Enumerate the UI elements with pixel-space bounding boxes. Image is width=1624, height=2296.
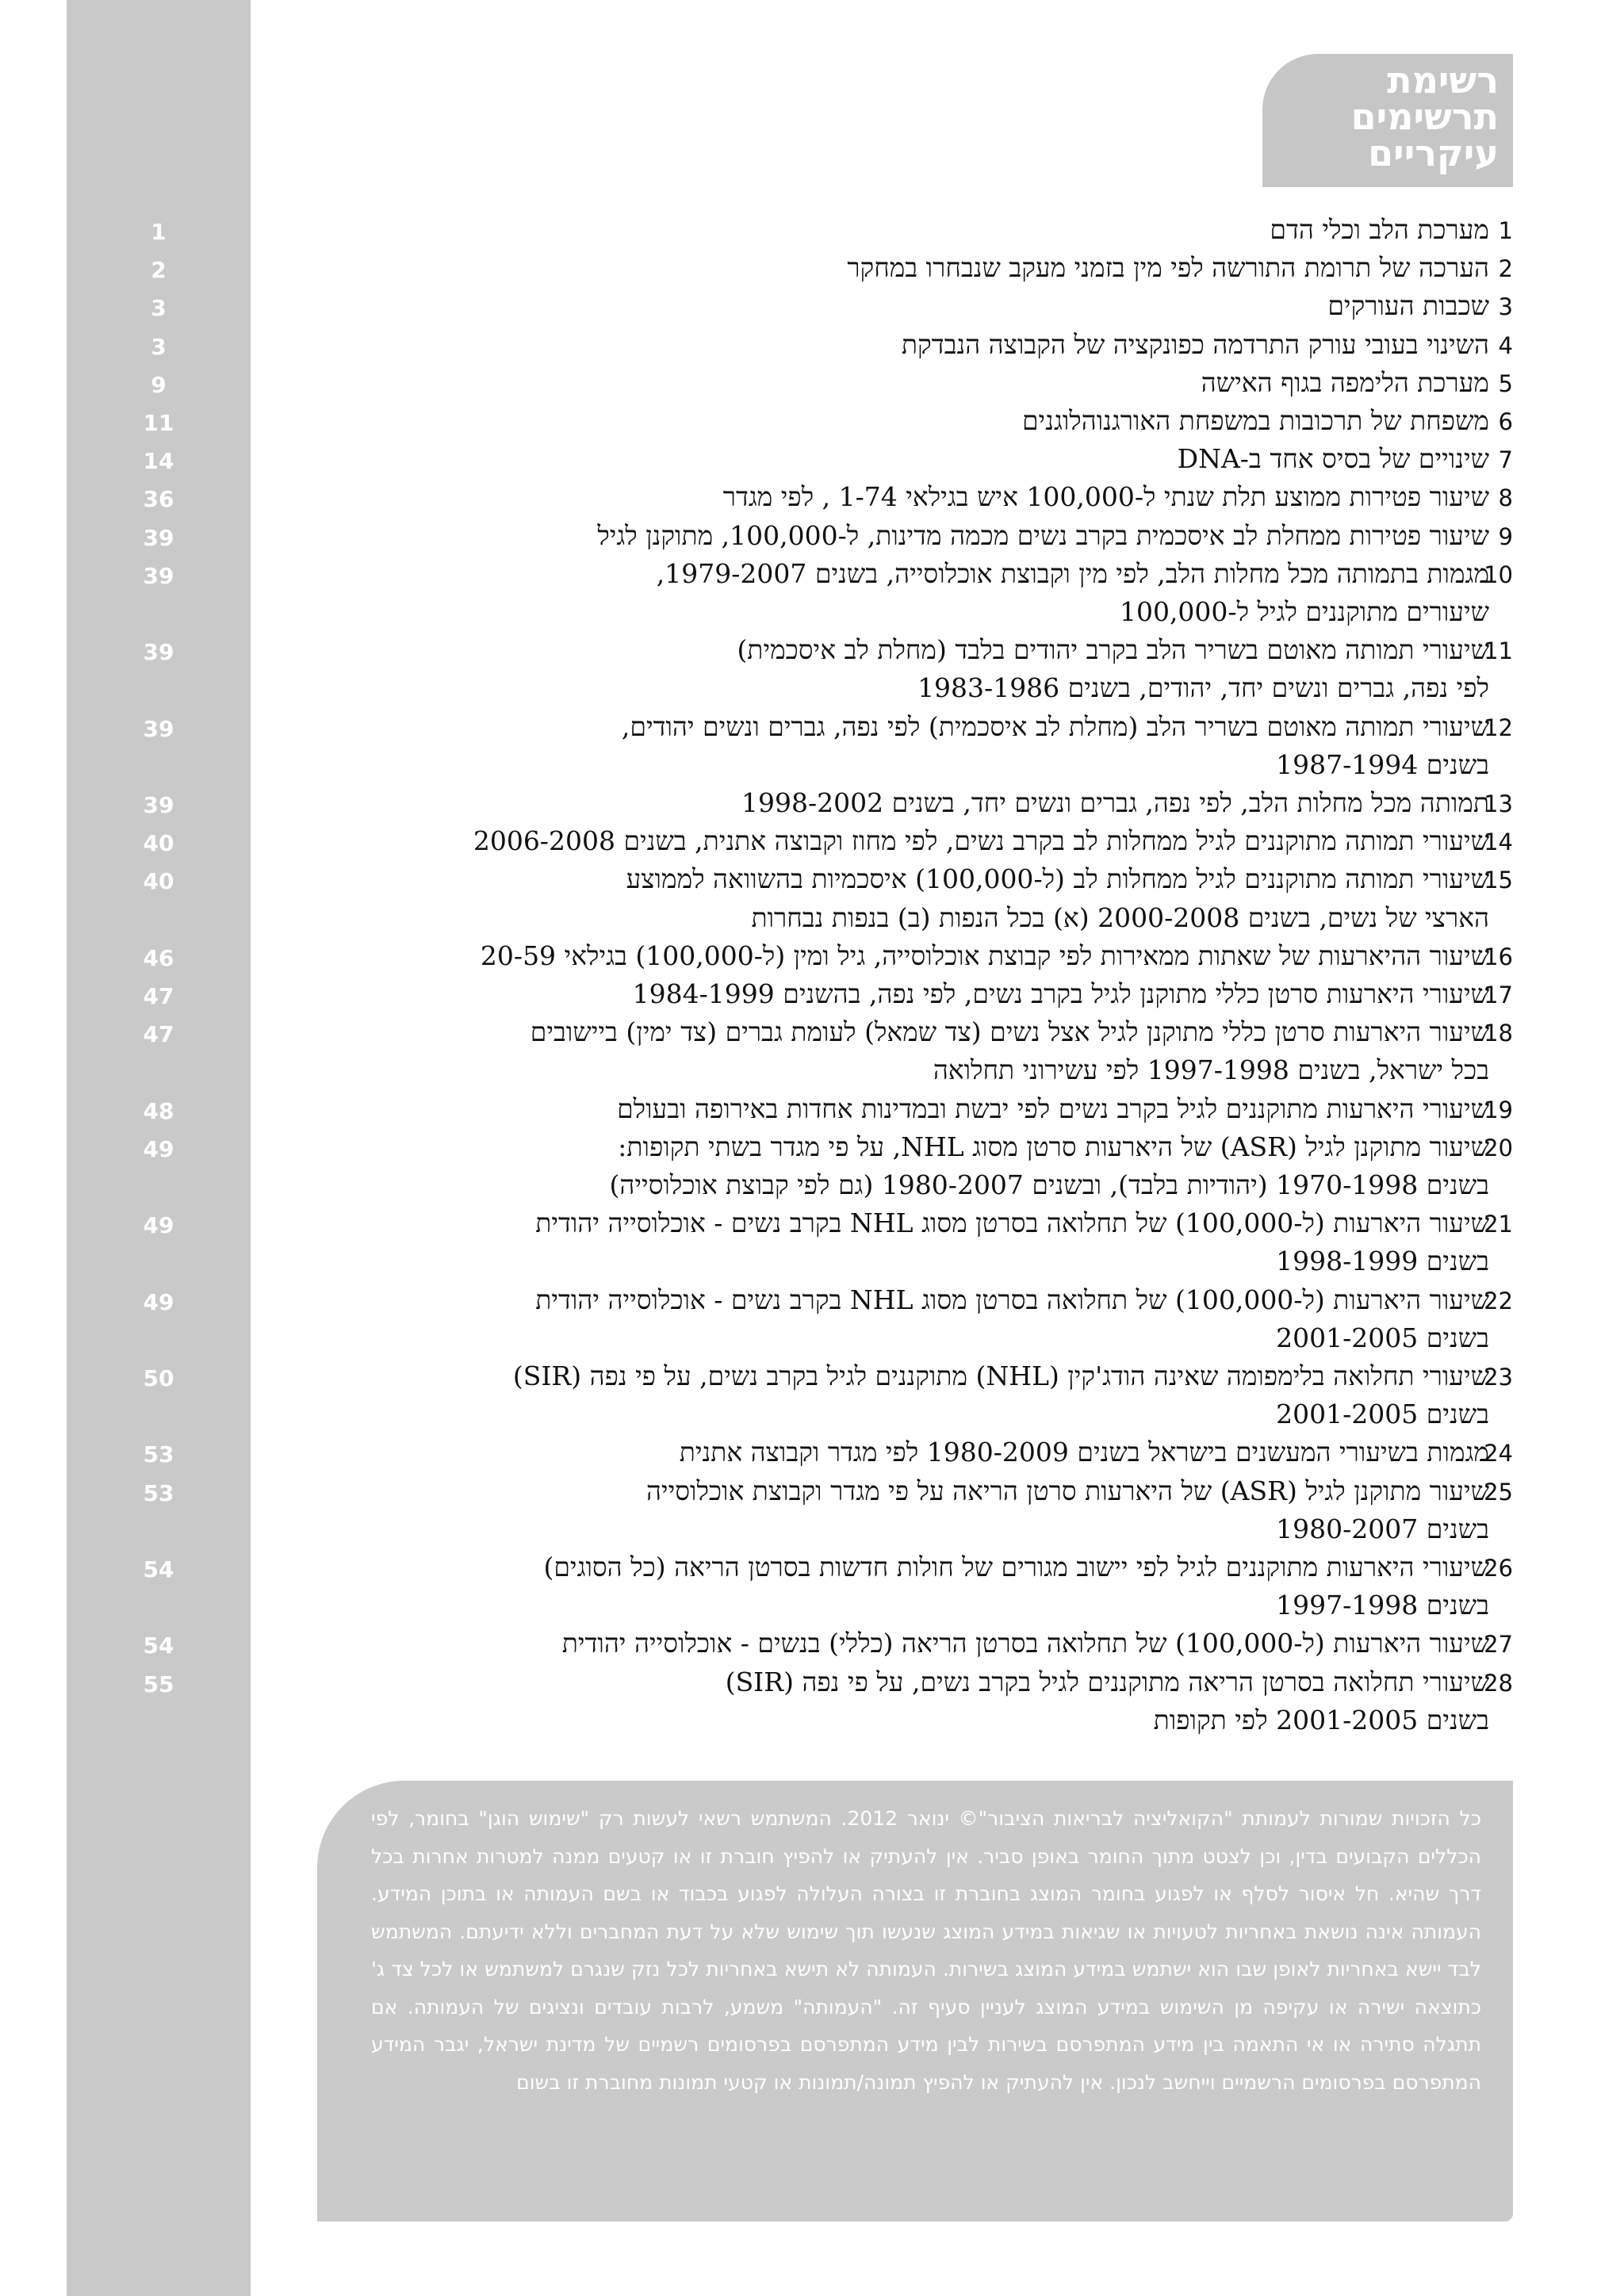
entry-title: השינוי בעובי עורק התרדמה כפונקציה של הקבוצה הנבדקת — [901, 328, 1489, 360]
entry-page-number: 3 — [151, 295, 167, 322]
entry-title-continuation: בשנים 1970-1998 (יהודיות בלבד), ובשנים 1980-2007 (גם לפי קבוצת אוכלוסייה) — [609, 1169, 1489, 1200]
entry-page-number: 2 — [151, 257, 167, 284]
entry-number: 5 — [1498, 369, 1513, 397]
entry-title: שיעור היארעות (ל-100,000) של תחלואה בסרטן מסוג NHL בקרב נשים - אוכלוסייה יהודית — [535, 1207, 1489, 1239]
entry-title: שיעור היארעות (ל-100,000) של תחלואה בסרטן הריאה (כללי) בנשים - אוכלוסייה יהודית — [561, 1628, 1489, 1659]
entry-page-number: 55 — [143, 1670, 174, 1697]
entry-title: מגמות בתמותה מכל מחלות הלב, לפי מין וקבוצת אוכלוסייה, בשנים 1979-2007, — [656, 557, 1489, 589]
entry-title: שיעורי תחלואה בסרטן הריאה מתוקננים לגיל בקרב נשים, על פי נפה (SIR) — [725, 1666, 1489, 1697]
entry-number: 14 — [1484, 828, 1513, 856]
entry-page-number: 39 — [143, 562, 174, 589]
entry-title: שינויים של בסיס אחד ב-DNA — [1177, 443, 1489, 475]
entry-title-continuation: בשנים 2001-2005 לפי תקופות — [1153, 1704, 1489, 1735]
title-line-1: רשימת — [1387, 59, 1499, 101]
entry-number: 1 — [1498, 217, 1513, 244]
entry-title: שיעור מתוקנן לגיל (ASR) של היארעות סרטן הריאה על פי מגדר וקבוצת אוכלוסייה — [645, 1475, 1489, 1506]
entry-number: 17 — [1484, 982, 1513, 1008]
entry-page-number: 50 — [143, 1365, 174, 1391]
copyright-box — [317, 1781, 1513, 2221]
entry-page-number: 1 — [151, 219, 167, 245]
entry-title: שיעורי תחלואה בלימפומה שאינה הודג'קין (NHL) מתוקננים לגיל בקרב נשים, על פי נפה (SIR) — [512, 1360, 1489, 1391]
entry-title-continuation: בשנים 1980-2007 — [1276, 1513, 1489, 1544]
title-line-2: תרשימים — [1350, 95, 1499, 138]
entry-page-number: 9 — [151, 371, 167, 398]
entry-number: 4 — [1498, 331, 1513, 359]
entry-title-continuation: לפי נפה, גברים ונשים יחד, יהודים, בשנים 1983-1986 — [917, 672, 1489, 704]
entry-title: שיעור פטירות ממוצע תלת שנתי ל-100,000 איש בגילאי 1-74 , לפי מגדר — [722, 481, 1489, 513]
entry-page-number: 40 — [143, 868, 174, 895]
entry-page-number: 46 — [143, 944, 174, 971]
entry-number: 26 — [1484, 1555, 1513, 1582]
entry-number: 22 — [1484, 1287, 1513, 1314]
entry-number: 7 — [1498, 446, 1513, 474]
entry-title: שיעורי תמותה מתוקננים לגיל ממחלות לב בקרב נשים, לפי מחוז וקבוצה אתנית, בשנים 2006-2008 — [473, 825, 1489, 857]
entry-number: 10 — [1484, 561, 1513, 588]
entry-title-continuation: בשנים 2001-2005 — [1276, 1322, 1489, 1353]
entry-title: משפחת של תרכובות במשפחת האורגנוהלוגנים — [1021, 405, 1489, 436]
entry-title-continuation: בשנים 2001-2005 — [1276, 1399, 1489, 1430]
entry-page-number: 39 — [143, 792, 174, 818]
entry-title: מערכת הלב וכלי הדם — [1270, 214, 1489, 245]
entry-number: 11 — [1484, 637, 1513, 665]
entry-number: 2 — [1498, 255, 1513, 283]
entry-title: שיעורי תמותה מאוטם בשריר הלב בקרב יהודים בלבד (מחלת לב איסכמית) — [737, 634, 1489, 666]
entry-page-number: 11 — [143, 410, 174, 436]
entry-title-continuation: בשנים 1998-1999 — [1276, 1246, 1489, 1277]
entry-title-continuation: בשנים 1997-1998 — [1276, 1590, 1489, 1621]
entry-page-number: 36 — [143, 486, 174, 513]
entry-page-number: 48 — [143, 1097, 174, 1124]
entry-page-number: 39 — [143, 639, 174, 666]
entry-page-number: 49 — [143, 1212, 174, 1239]
entry-title: שיעורי תמותה מתוקננים לגיל ממחלות לב (ל-100,000) איסכמיות בהשוואה לממוצע — [626, 863, 1489, 895]
entry-number: 12 — [1484, 714, 1513, 741]
entry-title: שיעורי היארעות מתוקננים לגיל לפי יישוב מגורים של חולות חדשות בסרטן הריאה (כל הסוגים) — [543, 1552, 1489, 1582]
entry-number: 3 — [1498, 293, 1513, 321]
entry-number: 9 — [1498, 522, 1513, 550]
entry-title: שיעור ההיארעות של שאתות ממאירות לפי קבוצת אוכלוסייה, גיל ומין (ל-100,000) בגילאי 20-59 — [480, 939, 1489, 971]
entry-page-number: 53 — [143, 1441, 174, 1468]
entry-page-number: 47 — [143, 1021, 174, 1048]
entry-page-number: 3 — [151, 333, 167, 360]
entry-page-number: 39 — [143, 715, 174, 742]
entry-page-number: 54 — [143, 1556, 174, 1582]
entry-title: הערכה של תרומת התורשה לפי מין בזמני מעקב שנבחרו במחקר — [847, 252, 1489, 284]
entry-number: 20 — [1484, 1134, 1513, 1161]
entry-title: שיעורי היארעות מתוקננים לגיל בקרב נשים לפי יבשת ובמדינות אחדות באירופה ובעולם — [617, 1093, 1489, 1124]
entry-title: שיעור מתוקנן לגיל (ASR) של היארעות סרטן מסוג NHL, על פי מגדר בשתי תקופות: — [618, 1131, 1489, 1162]
entry-number: 18 — [1484, 1020, 1513, 1047]
entry-number: 19 — [1484, 1096, 1513, 1123]
entry-title-continuation: בכל ישראל, בשנים 1997-1998 לפי עשירוני תחלואה — [933, 1054, 1489, 1086]
entry-number: 27 — [1484, 1631, 1513, 1659]
entry-number: 21 — [1484, 1211, 1513, 1238]
entry-title: שיעור היארעות סרטן כללי מתוקנן לגיל אצל נשים (צד שמאל) לעומת גברים (צד ימין) ביישובים — [530, 1016, 1489, 1048]
entry-page-number: 40 — [143, 830, 174, 857]
entry-title: שיעור פטירות ממחלת לב איסכמית בקרב נשים מכמה מדינות, ל-100,000, מתוקנן לגיל — [597, 519, 1489, 551]
entry-page-number: 53 — [143, 1479, 174, 1506]
entry-title-continuation: הארצי של נשים, בשנים 2000-2008 (א) בכל הנפות (ב) בנפות נבחרות — [751, 901, 1489, 933]
entry-title-continuation: שיעורים מתוקננים לגיל ל-100,000 — [1119, 596, 1489, 627]
entry-page-number: 39 — [143, 524, 174, 551]
entry-page-number: 54 — [143, 1632, 174, 1659]
entry-number: 28 — [1484, 1669, 1513, 1697]
entry-page-number: 14 — [143, 448, 174, 475]
entry-title-continuation: בשנים 1987-1994 — [1276, 748, 1489, 780]
entry-page-number: 49 — [143, 1135, 174, 1162]
title-line-3: עיקריים — [1368, 132, 1499, 174]
entry-number: 13 — [1484, 790, 1513, 817]
entry-title: תמותה מכל מחלות הלב, לפי נפה, גברים ונשים יחד, בשנים 1998-2002 — [741, 787, 1489, 818]
entry-title: שכבות העורקים — [1327, 290, 1489, 322]
entry-number: 24 — [1484, 1440, 1513, 1468]
entry-title: מערכת הלימפה בגוף האישה — [1201, 366, 1489, 398]
entry-number: 25 — [1484, 1478, 1513, 1506]
entry-number: 6 — [1498, 408, 1513, 435]
entry-number: 8 — [1498, 484, 1513, 512]
entry-page-number: 47 — [143, 983, 174, 1009]
entry-page-number: 49 — [143, 1288, 174, 1315]
entry-title: שיעור היארעות (ל-100,000) של תחלואה בסרטן מסוג NHL בקרב נשים - אוכלוסייה יהודית — [535, 1284, 1489, 1315]
entry-title: שיעורי היארעות סרטן כללי מתוקנן לגיל בקרב נשים, לפי נפה, בהשנים 1984-1999 — [632, 978, 1489, 1009]
entry-title: שיעורי תמותה מאוטם בשריר הלב (מחלת לב איסכמית) לפי נפה, גברים ונשים יהודים, — [621, 710, 1489, 742]
entry-title: מגמות בשיעורי המעשנים בישראל בשנים 1980-2009 לפי מגדר וקבוצה אתנית — [679, 1437, 1489, 1468]
entry-number: 23 — [1484, 1364, 1513, 1391]
entry-number: 16 — [1484, 943, 1513, 970]
entry-number: 15 — [1484, 867, 1513, 894]
copyright-text: כל הזכויות שמורות לעמותת "הקואליציה לבריאות הציבור"© ינואר 2012. המשתמש רשאי לעשות רק "שימוש הוגן" בחומר, לפי הכללים הקבועים בדין, וכן לצטט מתוך החומר באופן סביר. אין להעתיק או להפיץ חוברת זו או קטעים ממנה למטרות אחרות בכל דרך שהיא. חל איסור לסלף או לפגוע בחומר המוצג בחוברת זו בצורה העלולה לפגוע בכבוד או בשם העמותה או בתוכן המידע. העמותה אינה נושאת באחריות לטעויות או שגיאות במידע המוצג שנעשו תוך שימוש שלא על דעת המחברים וללא ידיעתם. המשתמש לבד יישא באחריות לאופן שבו הוא ישתמש במידע המוצג בשירות. העמותה לא תישא באחריות לכל נזק שנגרם למשתמש או לכל צד ג' כתוצאה ישירה או עקיפה מן השימוש במידע המוצג לעניין סעיף זה. "העמותה" משמע, לרבות עובדים ונציגים של העמותה. אם תתגלה סתירה או אי התאמה בין מידע המתפרסם בשירות לבין מידע המתפרסם בפרסומים רשמיים של מדינת ישראל, יגבר המידע המתפרסם בפרסומים הרשמיים וייחשב לנכון. אין להעתיק או להפיץ תמונה/תמונות או קטעי תמונות מחוברת זו בשום — [371, 1807, 1481, 2094]
